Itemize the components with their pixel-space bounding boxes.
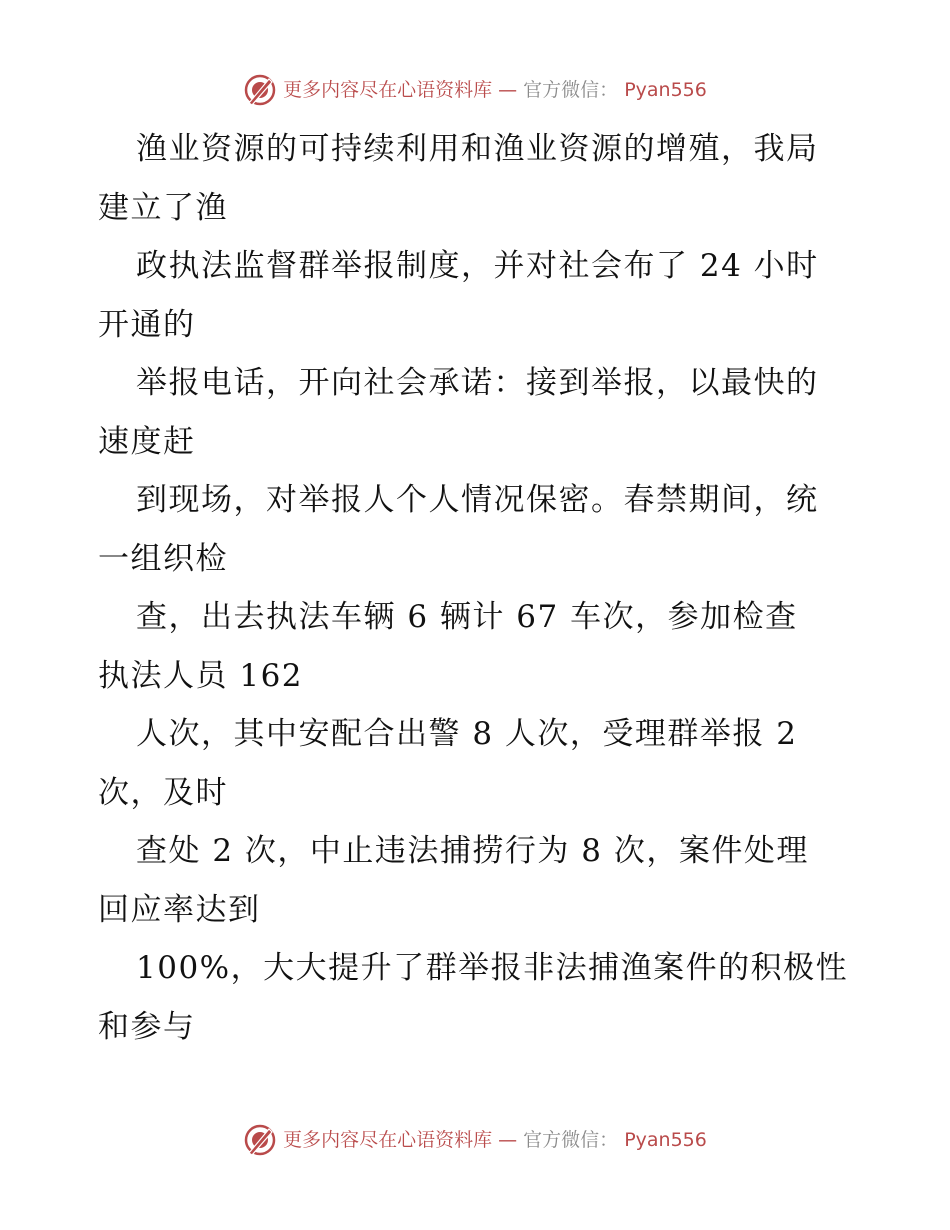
paragraph-tail: 次，及时: [98, 774, 228, 811]
paragraph-tail: 建立了渔: [98, 189, 228, 226]
watermark-handle: Pyan556: [624, 78, 707, 101]
watermark-site-text: 更多内容尽在心语资料库: [283, 78, 493, 101]
paragraph-tail: 一组织检: [98, 540, 228, 577]
paragraph-line: 查处 2 次，中止违法捕捞行为 8 次，案件处理: [136, 833, 809, 869]
quill-pen-logo-icon: [243, 73, 277, 107]
paragraph: [98, 588, 858, 705]
paragraph-tail: 和参与: [98, 1008, 196, 1045]
paragraph: [98, 471, 858, 588]
paragraph-tail: 速度赶: [98, 423, 196, 460]
document-body: [98, 120, 858, 1056]
paragraph-line: 100%，大大提升了群举报非法捕渔案件的积极性: [136, 950, 849, 986]
paragraph-tail: 开通的: [98, 306, 196, 343]
paragraph: [98, 705, 858, 822]
quill-pen-logo-icon: [243, 1123, 277, 1157]
paragraph: [98, 939, 858, 1056]
paragraph: [98, 237, 858, 354]
paragraph-tail: 回应率达到: [98, 891, 261, 928]
header-watermark: [0, 70, 950, 110]
paragraph-tail: 执法人员 162: [98, 657, 304, 694]
paragraph-line: 渔业资源的可持续利用和渔业资源的增殖，我局: [136, 131, 819, 167]
watermark-label: 官方微信：: [523, 1128, 619, 1151]
paragraph: [98, 822, 858, 939]
paragraph-line: 到现场，对举报人个人情况保密。春禁期间，统: [136, 482, 819, 518]
watermark-separator: —: [498, 78, 518, 101]
paragraph-line: 举报电话，开向社会承诺：接到举报，以最快的: [136, 365, 819, 401]
paragraph-line: 查，出去执法车辆 6 辆计 67 车次，参加检查: [136, 599, 798, 635]
watermark-site-text: 更多内容尽在心语资料库: [283, 1128, 493, 1151]
paragraph-line: 政执法监督群举报制度，并对社会布了 24 小时: [136, 248, 819, 284]
watermark-handle: Pyan556: [624, 1128, 707, 1151]
watermark-label: 官方微信：: [523, 78, 619, 101]
footer-watermark: [0, 1120, 950, 1160]
paragraph: [98, 354, 858, 471]
watermark-separator: —: [498, 1128, 518, 1151]
paragraph: [98, 120, 858, 237]
paragraph-line: 人次，其中安配合出警 8 人次，受理群举报 2: [136, 716, 798, 752]
